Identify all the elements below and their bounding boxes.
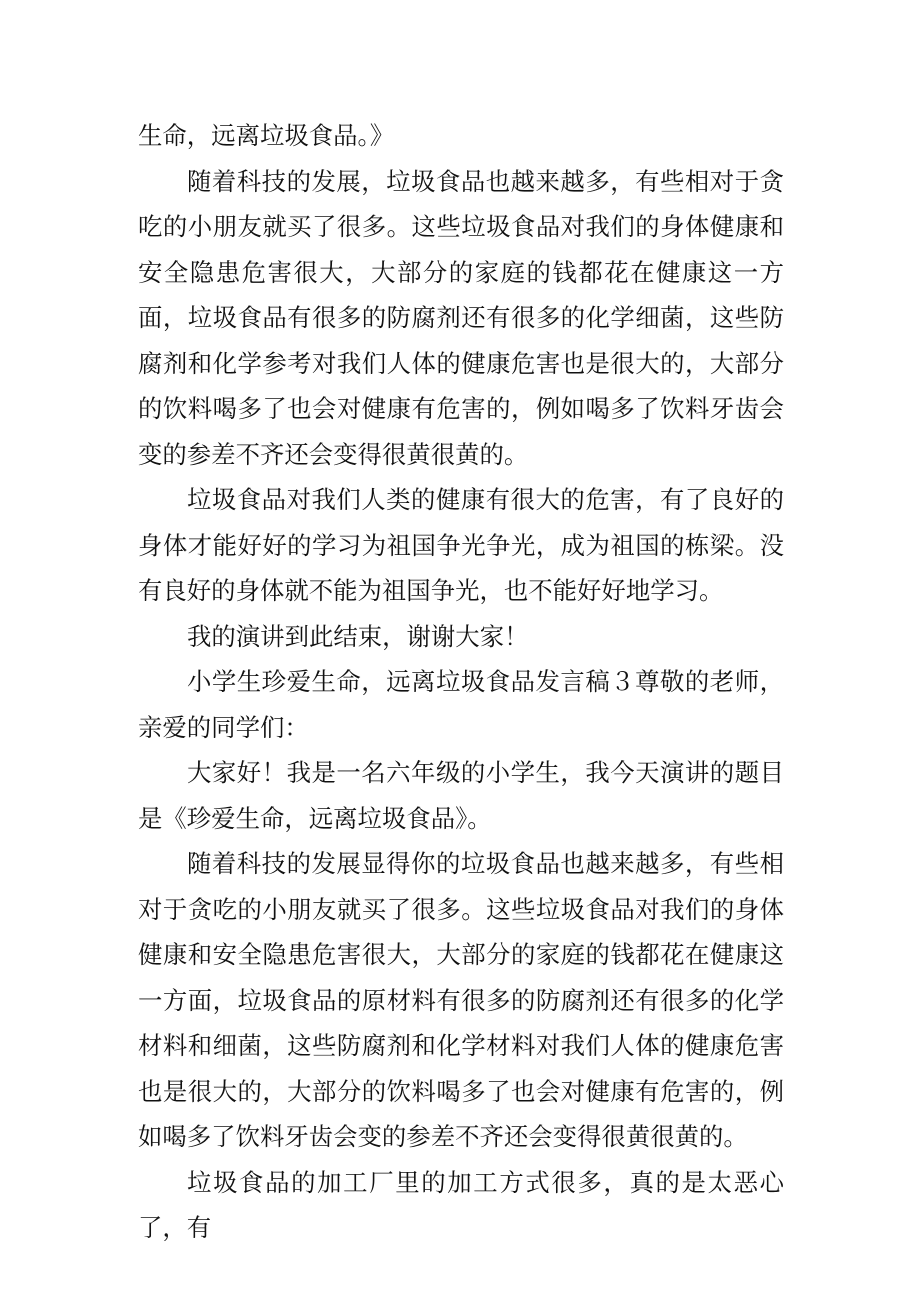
paragraph-7: 随着科技的发展显得你的垃圾食品也越来越多，有些相对于贪吃的小朋友就买了很多。这些垃圾食品对我们的身体健康和安全隐患危害很大，大部分的家庭的钱都花在健康这一方面，垃圾食品的原材料有很多的防腐剂还有很多的化学材料和细菌，这些防腐剂和化学材料对我们人体的健康危害也是很大的，大部分的饮料喝多了也会对健康有危害的，例如喝多了饮料牙齿会变的参差不齐还会变得很黄很黄的。 — [138, 849, 784, 1151]
paragraph-5: 小学生珍爱生命，远离垃圾食品发言稿３尊敬的老师，亲爱的同学们： — [138, 667, 784, 742]
paragraph-3: 垃圾食品对我们人类的健康有很大的危害，有了良好的身体才能好好的学习为祖国争光争光，成为祖国的栋梁。没有良好的身体就不能为祖国争光，也不能好好地学习。 — [138, 485, 784, 605]
paragraph-2: 随着科技的发展，垃圾食品也越来越多，有些相对于贪吃的小朋友就买了很多。这些垃圾食品对我们的身体健康和安全隐患危害很大，大部分的家庭的钱都花在健康这一方面，垃圾食品有很多的防腐剂还有很多的化学细菌，这些防腐剂和化学参考对我们人体的健康危害也是很大的，大部分的饮料喝多了也会对健康有危害的，例如喝多了饮料牙齿会变的参差不齐还会变得很黄很黄的。 — [138, 166, 784, 469]
paragraph-4: 我的演讲到此结束，谢谢大家！ — [187, 621, 529, 651]
document-body — [138, 113, 784, 1251]
paragraph-1: 生命，远离垃圾食品。》 — [138, 121, 395, 150]
paragraph-6: 大家好！我是一名六年级的小学生，我今天演讲的题目是《珍爱生命，远离垃圾食品》。 — [138, 758, 784, 833]
paragraph-8: 垃圾食品的加工厂里的加工方式很多，真的是太恶心了，有 — [138, 1167, 784, 1242]
